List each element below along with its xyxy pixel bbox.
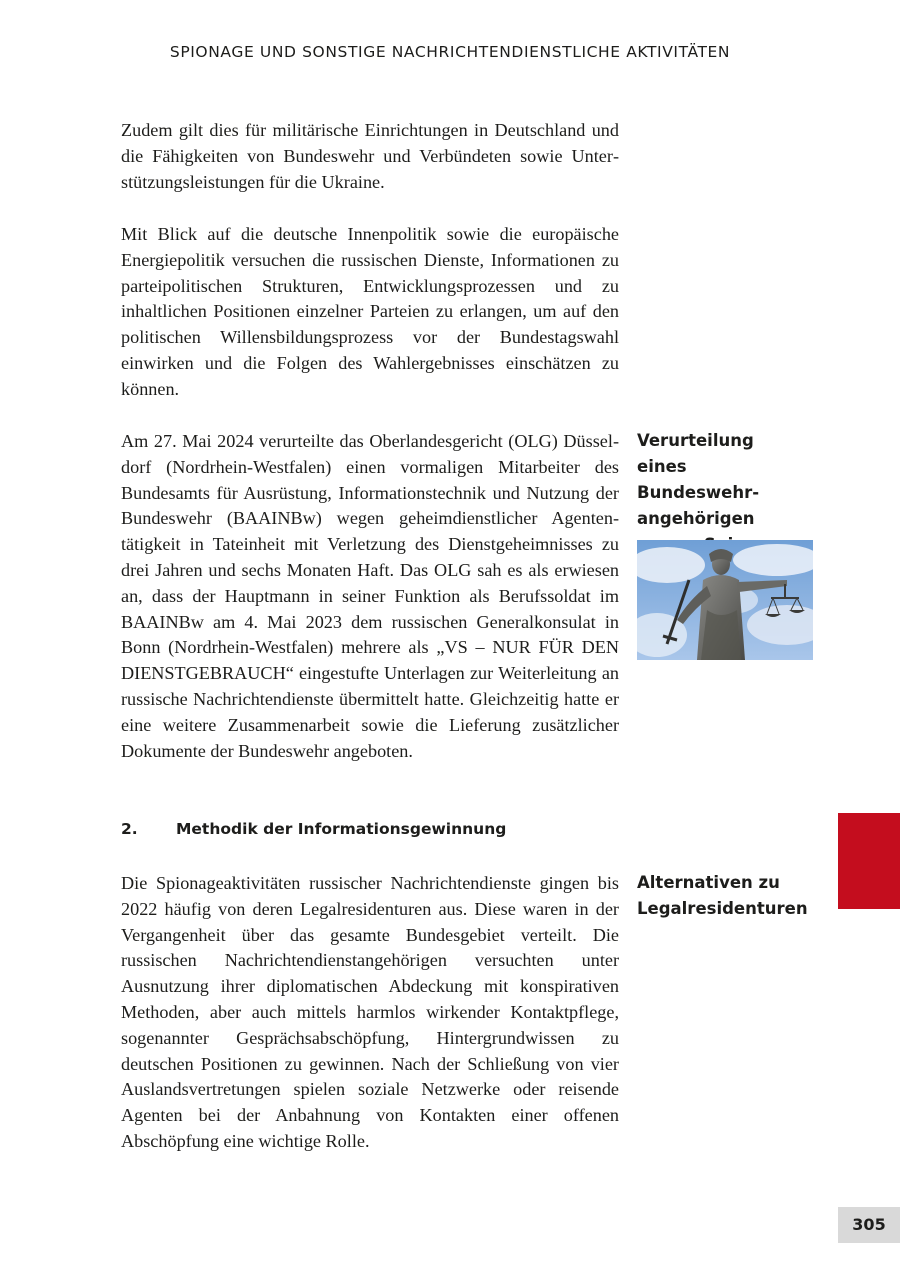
paragraph-conviction: Am 27. Mai 2024 verurteilte das Oberlandesgericht (OLG) Düsseldorf (Nordrhein-Westfalen) einen vormaligen Mitarbeiter des Bundesamts für Ausrüstung, Informationstechnik und Nutzung der Bundeswehr (BAAINBw) wegen geheimdienstlicher Agententätigkeit in Tateinheit mit Verletzung des Dienstgeheimnisses zu drei Jahren und sechs Monaten Haft. Das OLG sah es als erwiesen an, dass der Hauptmann in seiner Funktion als Berufssoldat im BAAINBw am 4. Mai 2023 dem russischen Generalkonsulat in Bonn (Nordrhein-Westfalen) mehrere als „VS – NUR FÜR DEN DIENSTGEBRAUCH“ eingestufte Unterlagen zur Weiterleitung an russische Nachrichtendienste übermittelt hatte. Gleichzeitig hatte er eine weitere Zusammenarbeit sowie die Lieferung zusätzlicher Dokumente der Bundeswehr angeboten. — [121, 431, 619, 761]
paragraph-legal-residencies: Die Spionageaktivitäten russischer Nachrichtendienste gingen bis 2022 häufig von deren Legalresidenturen aus. Diese waren in der Vergangenheit über das gesamte Bundesgebiet verteilt. Die russischen Nachrichtendienstangehörigen versuchten unter Ausnutzung ihrer diplomatischen Abdeckung mit konspirativen Methoden, aber auch mittels harmlos wirkender Kontaktpflege, sogenannter Gesprächsabschöpfung, Hintergrundwissen zu deutschen Positionen zu gewinnen. Nach der Schließung von vier Auslandsvertretungen spielen soziale Netzwerke oder reisende Agenten bei der Anbahnung von Kontakten einer offenen Abschöpfung eine wichtige Rolle. — [121, 873, 619, 1151]
running-header: SPIONAGE UND SONSTIGE NACHRICHTENDIENSTLICHE AKTIVITÄTEN — [169, 43, 731, 61]
margin-note-conviction: Verurteilung eines Bundeswehrangehörigen — [637, 431, 760, 528]
margin-note-alternatives: Alternativen zu Legalresidenturen — [637, 873, 808, 918]
paragraph-domestic-politics: Mit Blick auf die deutsche Innenpolitik sowie die europäische Energiepolitik versuchen die russischen Dienste, Informationen zu parteipolitischen Strukturen, Entwicklungsprozessen und zu inhaltlichen Positionen einzelner Parteien zu erlangen, um auf den politischen Willensbildungsprozess vor der Bundestagswahl einwirken und die Folgen des Wahlergebnisses einschätzen zu können. — [121, 224, 619, 399]
justitia-statue-photo — [637, 540, 813, 660]
section-number: 2. — [121, 820, 138, 838]
section-title: Methodik der Informationsgewinnung — [176, 820, 507, 838]
paragraph-military-facilities: Zudem gilt dies für militärische Einrichtungen in Deutschland und die Fähigkeiten von Bundeswehr und Verbündeten sowie Unterstützungsleistungen für die Ukraine. — [121, 120, 619, 192]
chapter-color-tab — [838, 813, 900, 909]
page-number: 305 — [838, 1207, 900, 1243]
